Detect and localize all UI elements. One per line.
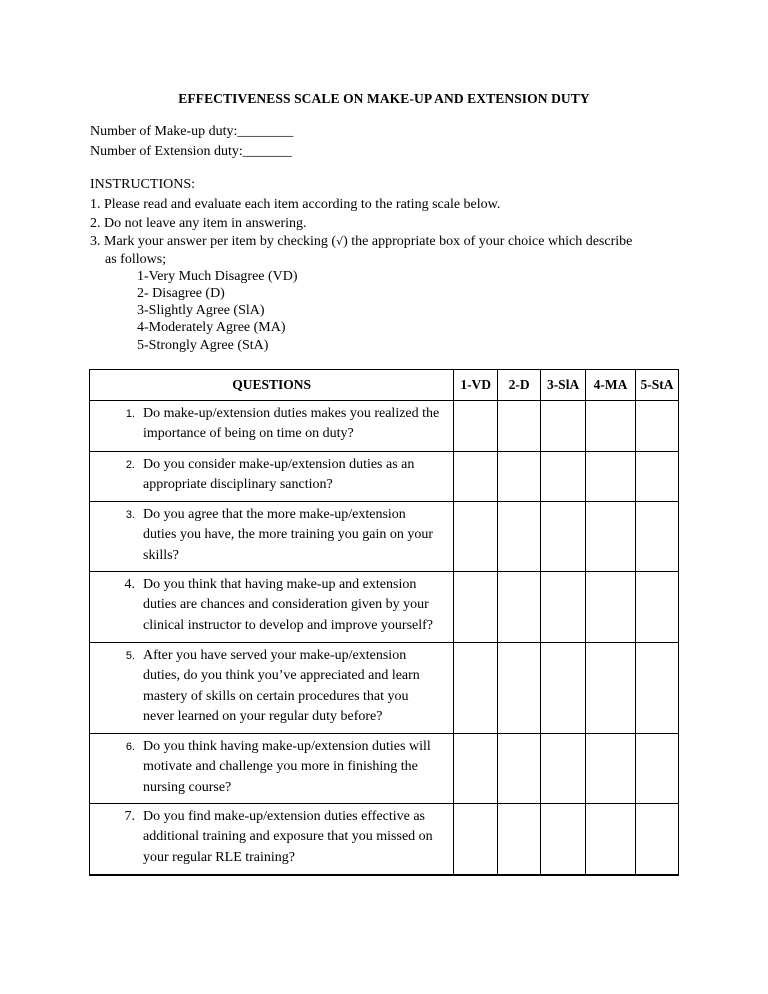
rating-box-vd[interactable] <box>454 502 498 572</box>
question-cell <box>90 643 454 734</box>
question-line: motivate and challenge you more in finishing the <box>143 759 418 775</box>
rating-table <box>89 369 679 876</box>
question-number: 2. <box>125 459 135 471</box>
question-text <box>135 404 453 445</box>
question-line: skills? <box>143 547 179 563</box>
question-number: 4. <box>124 577 135 592</box>
question-text <box>135 505 453 566</box>
scale-item-2: 2- Disagree (D) <box>137 286 225 301</box>
question-number: 6. <box>125 741 135 753</box>
rating-box-ma[interactable] <box>586 572 636 643</box>
question-line: appropriate disciplinary sanction? <box>143 477 333 493</box>
question-number: 7. <box>124 809 135 824</box>
rating-box-sla[interactable] <box>541 572 586 643</box>
question-cell <box>90 572 454 643</box>
instruction-item-3-part-b: ) the appropriate box of your choice which describe <box>343 234 633 249</box>
rating-box-sta[interactable] <box>635 502 678 572</box>
question-line: importance of being on time on duty? <box>143 426 354 442</box>
rating-box-vd[interactable] <box>454 572 498 643</box>
rating-box-vd[interactable] <box>454 643 498 734</box>
question-line: Do you agree that the more make-up/extension <box>143 507 406 522</box>
rating-box-vd[interactable] <box>454 734 498 804</box>
question-cell <box>90 734 454 804</box>
instruction-item-3-part-a: 3. Mark your answer per item by checking ( <box>90 234 337 249</box>
rating-box-sta[interactable] <box>635 572 678 643</box>
rating-box-vd[interactable] <box>454 804 498 875</box>
rating-box-sla[interactable] <box>541 502 586 572</box>
scale-item-4: 4-Moderately Agree (MA) <box>137 320 286 335</box>
question-text <box>135 575 453 636</box>
header-1-vd: 1-VD <box>454 370 498 401</box>
table-row <box>90 401 679 452</box>
question-cell <box>90 452 454 502</box>
header-questions: QUESTIONS <box>90 370 454 401</box>
table-row <box>90 452 679 502</box>
question-cell <box>90 401 454 452</box>
question-line: duties, do you think you’ve appreciated and learn <box>143 668 420 684</box>
table-row <box>90 502 679 572</box>
question-text <box>135 807 453 868</box>
question-line: duties are chances and consideration given by your <box>143 597 429 613</box>
question-line: mastery of skills on certain procedures that you <box>143 688 409 704</box>
question-number: 3. <box>125 509 135 521</box>
rating-box-d[interactable] <box>498 643 541 734</box>
instructions-heading: INSTRUCTIONS: <box>90 177 196 192</box>
makeup-duty-count-label: Number of Make-up duty:________ <box>90 124 294 139</box>
header-4-ma: 4-MA <box>586 370 636 401</box>
question-line: Do make-up/extension duties makes you realized the <box>143 406 440 421</box>
question-line: your regular RLE training? <box>143 849 296 865</box>
rating-box-vd[interactable] <box>454 452 498 502</box>
question-line: clinical instructor to develop and improve yourself? <box>143 617 434 633</box>
rating-box-sla[interactable] <box>541 401 586 452</box>
question-cell <box>90 502 454 572</box>
question-line: additional training and exposure that you missed on <box>143 829 433 845</box>
rating-box-sta[interactable] <box>635 643 678 734</box>
question-number: 1. <box>125 408 135 420</box>
check-mark-icon: √ <box>336 235 344 248</box>
scale-item-1: 1-Very Much Disagree (VD) <box>137 269 298 284</box>
question-text <box>135 455 453 496</box>
rating-box-d[interactable] <box>498 572 541 643</box>
rating-box-sla[interactable] <box>541 804 586 875</box>
question-line: Do you think that having make-up and extension <box>143 577 417 592</box>
scale-item-3: 3-Slightly Agree (SlA) <box>137 303 265 318</box>
rating-box-sla[interactable] <box>541 452 586 502</box>
header-3-sla: 3-SlA <box>541 370 586 401</box>
rating-box-sta[interactable] <box>635 452 678 502</box>
question-text <box>135 737 453 798</box>
question-line: Do you consider make-up/extension duties as an <box>143 457 415 472</box>
question-text <box>135 646 453 727</box>
rating-box-sla[interactable] <box>541 734 586 804</box>
rating-box-d[interactable] <box>498 804 541 875</box>
question-line: never learned on your regular duty before? <box>143 708 383 724</box>
extension-duty-count-label: Number of Extension duty:_______ <box>90 144 292 159</box>
rating-box-d[interactable] <box>498 452 541 502</box>
table-header-row <box>90 370 679 401</box>
table-row <box>90 804 679 875</box>
header-5-sta: 5-StA <box>635 370 678 401</box>
rating-box-sta[interactable] <box>635 734 678 804</box>
question-line: Do you find make-up/extension duties effective as <box>143 809 425 824</box>
question-line: nursing course? <box>143 779 232 795</box>
rating-box-d[interactable] <box>498 502 541 572</box>
question-cell <box>90 804 454 875</box>
rating-box-ma[interactable] <box>586 452 636 502</box>
rating-box-sta[interactable] <box>635 401 678 452</box>
rating-box-vd[interactable] <box>454 401 498 452</box>
rating-box-ma[interactable] <box>586 502 636 572</box>
table-row <box>90 734 679 804</box>
rating-box-ma[interactable] <box>586 401 636 452</box>
question-line: After you have served your make-up/extension <box>143 648 407 663</box>
rating-box-d[interactable] <box>498 734 541 804</box>
rating-box-ma[interactable] <box>586 643 636 734</box>
rating-box-d[interactable] <box>498 401 541 452</box>
instruction-item-2: 2. Do not leave any item in answering. <box>90 216 307 231</box>
question-number: 5. <box>125 650 135 662</box>
scale-item-5: 5-Strongly Agree (StA) <box>137 338 269 353</box>
rating-box-ma[interactable] <box>586 734 636 804</box>
rating-box-ma[interactable] <box>586 804 636 875</box>
table-row <box>90 572 679 643</box>
table-row <box>90 643 679 734</box>
header-2-d: 2-D <box>498 370 541 401</box>
question-line: Do you think having make-up/extension duties will <box>143 739 431 754</box>
rating-box-sla[interactable] <box>541 643 586 734</box>
document-title: EFFECTIVENESS SCALE ON MAKE-UP AND EXTENSION DUTY <box>178 91 590 106</box>
instruction-item-3 <box>90 234 632 250</box>
instruction-item-1: 1. Please read and evaluate each item according to the rating scale below. <box>90 197 501 212</box>
instruction-item-3-continued: as follows; <box>105 252 167 267</box>
rating-box-sta[interactable] <box>635 804 678 875</box>
question-line: duties you have, the more training you gain on your <box>143 527 434 543</box>
